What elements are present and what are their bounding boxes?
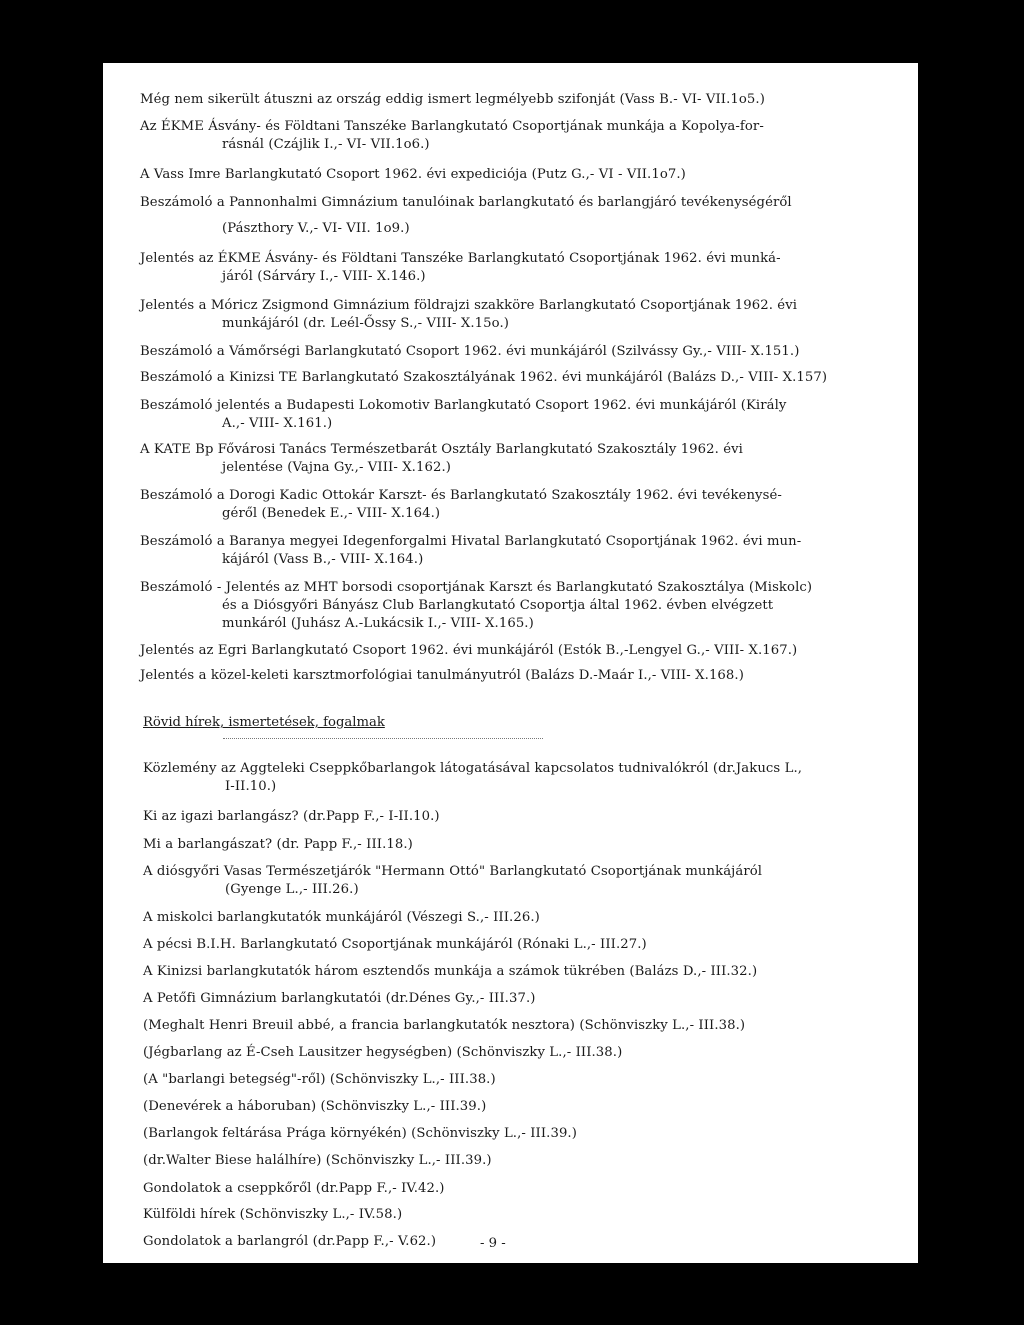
news-text: A pécsi B.I.H. Barlangkutató Csoportjának munkájáról (Rónaki L.,- III.27.) — [143, 937, 647, 952]
news-text: Ki az igazi barlangász? (dr.Papp F.,- I-II.10.) — [143, 809, 440, 824]
news-text: A Kinizsi barlangkutatók három esztendős munkája a számok tükrében (Balázs D.,- III.32.) — [143, 964, 758, 979]
list-item — [140, 533, 801, 569]
entry-text: Jelentés a Móricz Zsigmond Gimnázium földrajzi szakköre Barlangkutató Csoportjának 1962. évi — [140, 298, 798, 313]
entry-text: Jelentés az Egri Barlangkutató Csoport 1962. évi munkájáról (Estók B.,-Lengyel G.,- VIII- X.167.) — [140, 643, 798, 658]
entry-text: Jelentés az ÉKME Ásvány- és Földtani Tanszéke Barlangkutató Csoportjának 1962. évi munká- — [140, 251, 781, 266]
news-continuation: I-II.10.) — [225, 779, 277, 794]
news-text: A diósgyőri Vasas Természetjárók "Hermann Ottó" Barlangkutató Csoportjának munkájáról — [143, 864, 763, 879]
news-text: Közlemény az Aggteleki Cseppkőbarlangok látogatásával kapcsolatos tudnivalókról (dr.Jakucs L., — [143, 761, 803, 776]
entry-text: Az ÉKME Ásvány- és Földtani Tanszéke Barlangkutató Csoportjának munkája a Kopolya-for- — [140, 119, 764, 134]
list-item — [140, 369, 827, 387]
dotted-divider — [223, 738, 543, 739]
news-text: Mi a barlangászat? (dr. Papp F.,- III.18.) — [143, 837, 413, 852]
list-item — [140, 642, 797, 660]
list-item — [140, 118, 764, 154]
list-item — [140, 343, 799, 361]
entry-text: A KATE Bp Fővárosi Tanács Természetbarát Osztály Barlangkutató Szakosztály 1962. évi — [140, 442, 744, 457]
entry-text: Beszámoló - Jelentés az MHT borsodi csoportjának Karszt és Barlangkutató Szakosztálya (Miskolc) — [140, 580, 813, 595]
list-item — [140, 579, 812, 633]
news-text: Gondolatok a cseppkőről (dr.Papp F.,- IV.42.) — [143, 1181, 445, 1196]
news-text: A Petőfi Gimnázium barlangkutatói (dr.Dénes Gy.,- III.37.) — [143, 991, 536, 1006]
news-text: Külföldi hírek (Schönviszky L.,- IV.58.) — [143, 1207, 403, 1222]
entry-text: Jelentés a közel-keleti karsztmorfológiai tanulmányutról (Balázs D.-Maár I.,- VIII- X.168.) — [140, 668, 744, 683]
entry-continuation: járól (Sárváry I.,- VIII- X.146.) — [222, 269, 426, 284]
news-text: A miskolci barlangkutatók munkájáról (Vészegi S.,- III.26.) — [143, 910, 540, 925]
list-item — [143, 1180, 445, 1198]
entry-continuation: jelentése (Vajna Gy.,- VIII- X.162.) — [222, 460, 451, 475]
news-text: (dr.Walter Biese halálhíre) (Schönviszky L.,- III.39.) — [143, 1153, 492, 1168]
list-item — [140, 297, 797, 333]
list-item — [140, 487, 782, 523]
list-item — [143, 760, 802, 796]
list-item — [140, 667, 744, 685]
news-continuation: (Gyenge L.,- III.26.) — [225, 882, 359, 897]
list-item — [140, 91, 765, 109]
entry-text: Beszámoló a Dorogi Kadic Ottokár Karszt- és Barlangkutató Szakosztály 1962. évi tevékenysé- — [140, 488, 782, 503]
list-item — [143, 1017, 745, 1035]
news-text: (Meghalt Henri Breuil abbé, a francia barlangkutatók nesztora) (Schönviszky L.,- III.38.) — [143, 1018, 746, 1033]
list-item — [140, 397, 786, 433]
news-text: (Denevérek a háboruban) (Schönviszky L.,- III.39.) — [143, 1099, 487, 1114]
list-item — [143, 808, 440, 826]
list-item — [140, 441, 743, 477]
entry-text: Beszámoló a Vámőrségi Barlangkutató Csoport 1962. évi munkájáról (Szilvássy Gy.,- VIII- X.151.) — [140, 344, 800, 359]
list-item — [143, 836, 413, 854]
entry-text: Beszámoló a Kinizsi TE Barlangkutató Szakosztályának 1962. évi munkájáról (Balázs D.,- VIII- X.157) — [140, 370, 828, 385]
list-item — [143, 1125, 577, 1143]
list-item — [143, 909, 540, 927]
list-item — [143, 1152, 492, 1170]
entry-continuation: és a Diósgyőri Bányász Club Barlangkutató Csoportja által 1962. évben elvégzett munkáról (Juhász A.-Lukácsik I.,- VIII- X.165.) — [222, 598, 774, 631]
entry-text: A Vass Imre Barlangkutató Csoport 1962. évi expediciója (Putz G.,- VI - VII.1o7.) — [140, 167, 686, 182]
list-item — [143, 1098, 486, 1116]
entry-continuation: (Pászthory V.,- VI- VII. 1o9.) — [222, 221, 410, 236]
entry-continuation: rásnál (Czájlik I.,- VI- VII.1o6.) — [222, 137, 430, 152]
entry-continuation: munkájáról (dr. Leél-Őssy S.,- VIII- X.15o.) — [222, 316, 510, 331]
list-item — [143, 963, 757, 981]
list-item — [140, 194, 792, 238]
list-item — [143, 936, 647, 954]
entry-text: Még nem sikerült átuszni az ország eddig ismert legmélyebb szifonját (Vass B.- VI- VII.1o5.) — [140, 92, 765, 107]
list-item — [143, 1071, 496, 1089]
list-item — [143, 1044, 622, 1062]
entry-text: Beszámoló a Baranya megyei Idegenforgalmi Hivatal Barlangkutató Csoportjának 1962. évi mun- — [140, 534, 802, 549]
list-item — [140, 166, 686, 184]
document-page — [103, 63, 918, 1263]
news-text: (Barlangok feltárása Prága környékén) (Schönviszky L.,- III.39.) — [143, 1126, 577, 1141]
list-item — [143, 1233, 436, 1251]
list-item — [140, 250, 781, 286]
news-text: (Jégbarlang az É-Cseh Lausitzer hegységben) (Schönviszky L.,- III.38.) — [143, 1045, 623, 1060]
list-item — [143, 863, 762, 899]
page-number-footer: - 9 - — [480, 1236, 506, 1251]
list-item — [143, 990, 535, 1008]
entry-continuation: kájáról (Vass B.,- VIII- X.164.) — [222, 552, 424, 567]
entry-text: Beszámoló a Pannonhalmi Gimnázium tanulóinak barlangkutató és barlangjáró tevékenységéről — [140, 195, 792, 210]
entry-continuation: géről (Benedek E.,- VIII- X.164.) — [222, 506, 441, 521]
news-text: (A "barlangi betegség"-ről) (Schönviszky L.,- III.38.) — [143, 1072, 496, 1087]
section-heading: Rövid hírek, ismertetések, fogalmak — [143, 715, 385, 730]
news-text: Gondolatok a barlangról (dr.Papp F.,- V.62.) — [143, 1234, 437, 1249]
list-item — [143, 1206, 402, 1224]
entry-text: Beszámoló jelentés a Budapesti Lokomotiv Barlangkutató Csoport 1962. évi munkájáról (Király — [140, 398, 787, 413]
entry-continuation: A.,- VIII- X.161.) — [222, 416, 333, 431]
